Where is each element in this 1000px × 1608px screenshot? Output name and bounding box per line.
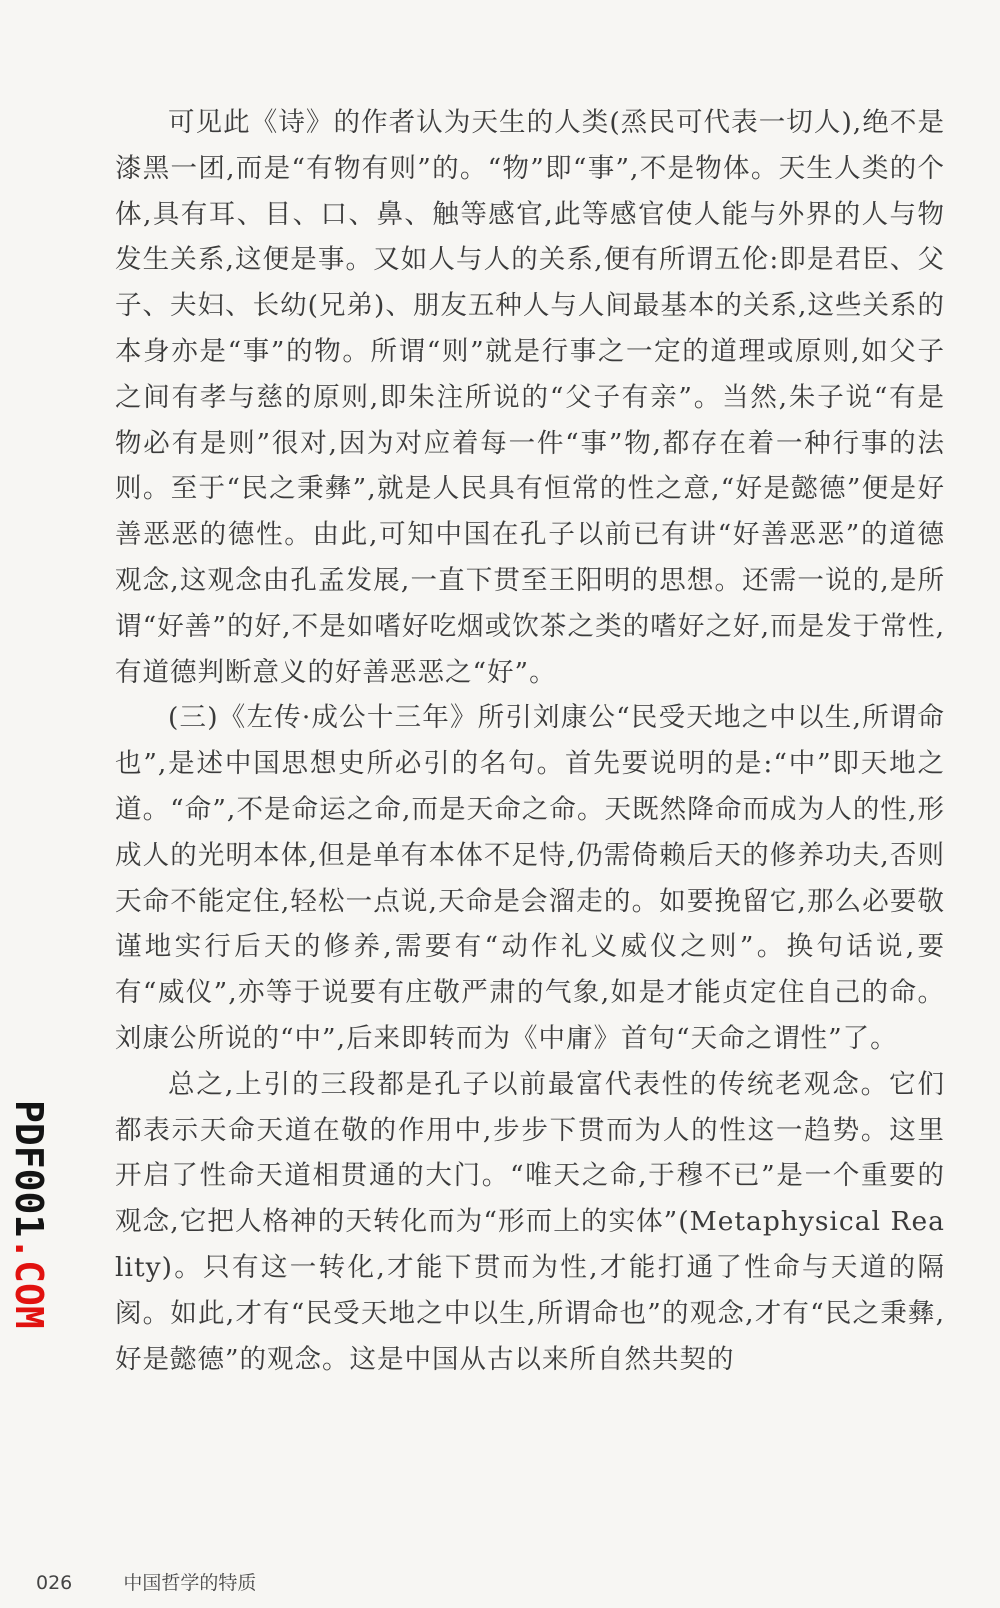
watermark-part2: .COM bbox=[7, 1237, 51, 1329]
watermark-part1: PDF001 bbox=[7, 1100, 51, 1238]
watermark bbox=[6, 1100, 51, 1360]
page-body bbox=[115, 100, 945, 1382]
paragraph-1: 可见此《诗》的作者认为天生的人类(烝民可代表一切人),绝不是漆黑一团,而是“有物有则”的。“物”即“事”,不是物体。天生人类的个体,具有耳、目、口、鼻、触等感官,此等感官使人能与外界的人与物发生关系,这便是事。又如人与人的关系,便有所谓五伦:即是君臣、父子、夫妇、长幼(兄弟)、朋友五种人与人间最基本的关系,这些关系的本身亦是“事”的物。所谓“则”就是行事之一定的道理或原则,如父子之间有孝与慈的原则,即朱注所说的“父子有亲”。当然,朱子说“有是物必有是则”很对,因为对应着每一件“事”物,都存在着一种行事的法则。至于“民之秉彝”,就是人民具有恒常的性之意,“好是懿德”便是好善恶恶的德性。由此,可知中国在孔子以前已有讲“好善恶恶”的道德观念,这观念由孔孟发展,一直下贯至王阳明的思想。还需一说的,是所谓“好善”的好,不是如嗜好吃烟或饮茶之类的嗜好之好,而是发于常性,有道德判断意义的好善恶恶之“好”。 bbox=[115, 107, 945, 688]
book-title: 中国哲学的特质 bbox=[123, 1572, 257, 1594]
page-footer bbox=[36, 1568, 256, 1595]
paragraph-3: 总之,上引的三段都是孔子以前最富代表性的传统老观念。它们都表示天命天道在敬的作用中,步步下贯而为人的性这一趋势。这里开启了性命天道相贯通的大门。“唯天之命,于穆不已”是一个重要的观念,它把人格神的天转化而为“形而上的实体”(Metaphysical Reality)。只有这一转化,才能下贯而为性,才能打通了性命与天道的隔阂。如此,才有“民受天地之中以生,所谓命也”的观念,才有“民之秉彝,好是懿德”的观念。这是中国从古以来所自然共契的 bbox=[115, 1068, 945, 1375]
paragraph-2: (三)《左传·成公十三年》所引刘康公“民受天地之中以生,所谓命也”,是述中国思想史所必引的名句。首先要说明的是:“中”即天地之道。“命”,不是命运之命,而是天命之命。天既然降命而成为人的性,形成人的光明本体,但是单有本体不足恃,仍需倚赖后天的修养功夫,否则天命不能定住,轻松一点说,天命是会溜走的。如要挽留它,那么必要敬谨地实行后天的修养,需要有“动作礼义威仪之则”。换句话说,要有“威仪”,亦等于说要有庄敬严肃的气象,如是才能贞定住自己的命。刘康公所说的“中”,后来即转而为《中庸》首句“天命之谓性”了。 bbox=[115, 702, 945, 1054]
page-number: 026 bbox=[36, 1572, 73, 1594]
